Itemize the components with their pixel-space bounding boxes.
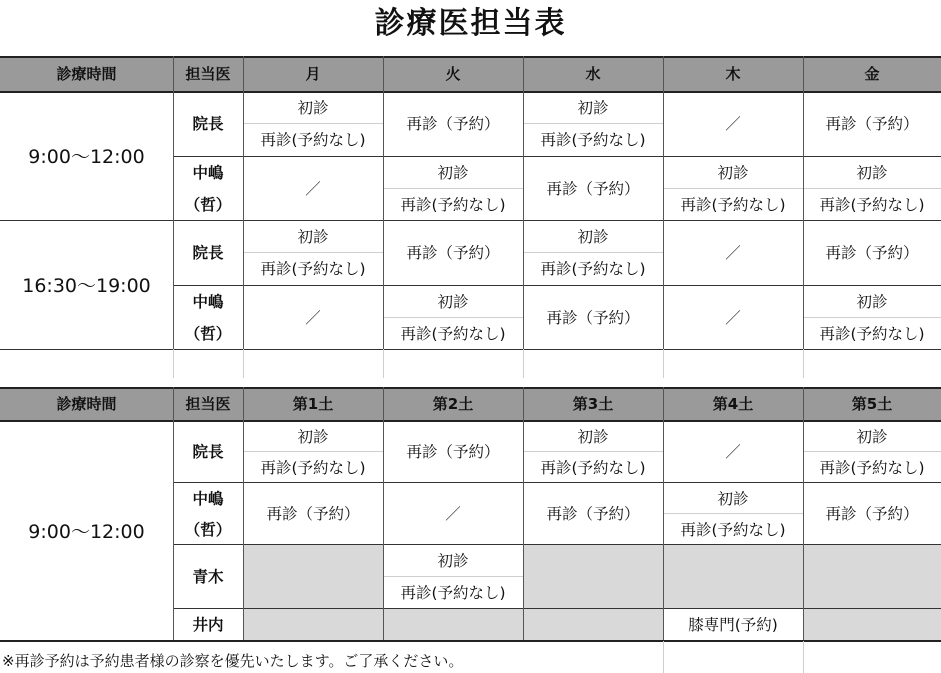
header-day-4: 木 <box>663 56 803 91</box>
slot-empty <box>243 544 383 608</box>
slot-return-visit: 再診(予約なし) <box>819 324 925 343</box>
column-divider <box>803 641 804 673</box>
slot-reservation: 再診（予約） <box>825 244 919 263</box>
slot-empty <box>803 608 941 640</box>
slot-first-visit: 初診 <box>577 228 609 247</box>
slot-return-visit: 再診(予約なし) <box>540 131 646 150</box>
slot-return-visit: 再診(予約なし) <box>260 131 366 150</box>
row-divider <box>523 252 663 253</box>
column-divider <box>243 56 244 349</box>
row-divider <box>803 188 941 189</box>
column-divider <box>383 349 384 378</box>
doctor-name: 中嶋 <box>192 489 224 508</box>
slot-reservation: 再診（予約） <box>825 115 919 134</box>
slot-reservation: 再診（予約） <box>825 505 919 523</box>
slot-reservation: 再診（予約） <box>546 308 640 327</box>
slot-return-visit: 再診(予約なし) <box>819 195 925 214</box>
column-divider <box>243 349 244 378</box>
header-day-5: 第5土 <box>803 387 941 420</box>
slot-return-visit: 再診(予約なし) <box>400 584 506 602</box>
doctor-name-sub: （哲） <box>184 324 232 343</box>
slot-first-visit: 初診 <box>297 427 329 446</box>
doctor-name-sub: （哲） <box>184 520 232 539</box>
slot-none: ／ <box>445 505 461 523</box>
header-day-1: 第1土 <box>243 387 383 420</box>
slot-return-visit: 再診(予約なし) <box>400 195 506 214</box>
column-divider <box>803 349 804 378</box>
row-divider <box>803 451 941 452</box>
row-divider <box>0 387 941 389</box>
slot-return-visit: 再診(予約なし) <box>540 260 646 279</box>
slot-first-visit: 初診 <box>856 292 888 311</box>
header-day-4: 第4土 <box>663 387 803 420</box>
slot-none: ／ <box>725 308 741 327</box>
slot-none: ／ <box>725 115 741 134</box>
header-day-2: 第2土 <box>383 387 523 420</box>
slot-reservation: 膝専門(予約) <box>688 616 778 634</box>
column-divider <box>803 56 804 349</box>
slot-first-visit: 初診 <box>437 163 469 182</box>
column-divider <box>803 387 804 640</box>
slot-return-visit: 再診(予約なし) <box>680 520 786 539</box>
row-divider <box>383 188 523 189</box>
slot-first-visit: 初診 <box>577 99 609 118</box>
slot-empty <box>523 608 663 640</box>
row-divider <box>0 349 941 350</box>
slot-first-visit: 初診 <box>437 292 469 311</box>
row-divider <box>243 451 383 452</box>
slot-none: ／ <box>725 244 741 263</box>
column-divider <box>663 349 664 378</box>
row-divider <box>523 451 663 452</box>
row-divider <box>663 513 803 514</box>
header-day-3: 水 <box>523 56 663 91</box>
slot-first-visit: 初診 <box>856 163 888 182</box>
slot-reservation: 再診（予約） <box>406 115 500 134</box>
doctor-name: 中嶋 <box>192 163 224 182</box>
footnote: ※再診予約は予約患者様の診察を優先いたします。ご了承ください。 <box>2 652 464 670</box>
column-divider <box>383 387 384 640</box>
column-divider <box>173 56 174 349</box>
row-divider <box>173 482 941 483</box>
row-divider <box>243 252 383 253</box>
column-divider <box>383 56 384 349</box>
doctor-name: 青木 <box>192 568 224 586</box>
slot-first-visit: 初診 <box>717 489 749 508</box>
column-divider <box>663 641 664 673</box>
slot-first-visit: 初診 <box>577 427 609 446</box>
time-slot: 9:00～12:00 <box>28 146 145 168</box>
doctor-name: 院長 <box>192 244 224 263</box>
slot-reservation: 再診（予約） <box>266 505 360 523</box>
header-time: 診療時間 <box>0 56 173 91</box>
slot-empty <box>803 544 941 608</box>
doctor-name: 院長 <box>192 443 224 461</box>
header-day-1: 月 <box>243 56 383 91</box>
slot-empty <box>243 608 383 640</box>
row-divider <box>173 544 941 545</box>
slot-first-visit: 初診 <box>297 99 329 118</box>
row-divider <box>383 576 523 577</box>
column-divider <box>663 387 664 640</box>
column-divider <box>523 56 524 349</box>
slot-reservation: 再診（予約） <box>406 443 500 461</box>
row-divider <box>523 123 663 124</box>
slot-first-visit: 初診 <box>437 552 469 570</box>
slot-reservation: 再診（予約） <box>546 179 640 198</box>
slot-return-visit: 再診(予約なし) <box>540 458 646 477</box>
doctor-name: 中嶋 <box>192 292 224 311</box>
slot-empty <box>523 544 663 608</box>
header-day-5: 金 <box>803 56 941 91</box>
doctor-name: 井内 <box>192 616 224 634</box>
slot-return-visit: 再診(予約なし) <box>819 458 925 477</box>
column-divider <box>523 349 524 378</box>
slot-first-visit: 初診 <box>717 163 749 182</box>
row-divider <box>663 188 803 189</box>
header-day-3: 第3土 <box>523 387 663 420</box>
column-divider <box>243 387 244 640</box>
header-doctor: 担当医 <box>173 56 243 91</box>
slot-return-visit: 再診(予約なし) <box>260 458 366 477</box>
row-divider <box>243 123 383 124</box>
slot-empty <box>663 544 803 608</box>
slot-none: ／ <box>725 443 741 461</box>
slot-return-visit: 再診(予約なし) <box>400 324 506 343</box>
slot-first-visit: 初診 <box>856 427 888 446</box>
slot-reservation: 再診（予約） <box>546 505 640 523</box>
column-divider <box>523 387 524 640</box>
row-divider <box>803 317 941 318</box>
row-divider <box>0 56 941 58</box>
slot-none: ／ <box>305 308 321 327</box>
time-slot: 16:30～19:00 <box>22 275 151 297</box>
slot-reservation: 再診（予約） <box>406 244 500 263</box>
row-divider <box>0 640 941 642</box>
slot-empty <box>383 608 523 640</box>
time-slot: 9:00～12:00 <box>28 520 145 543</box>
page-title: 診療医担当表 <box>374 6 567 41</box>
header-day-2: 火 <box>383 56 523 91</box>
doctor-name-sub: （哲） <box>184 195 232 214</box>
slot-return-visit: 再診(予約なし) <box>260 260 366 279</box>
column-divider <box>663 56 664 349</box>
doctor-name: 院長 <box>192 115 224 134</box>
slot-first-visit: 初診 <box>297 228 329 247</box>
column-divider <box>173 387 174 640</box>
column-divider <box>173 349 174 378</box>
row-divider <box>173 608 941 609</box>
header-time: 診療時間 <box>0 387 173 420</box>
slot-return-visit: 再診(予約なし) <box>680 195 786 214</box>
slot-none: ／ <box>305 179 321 198</box>
row-divider <box>383 317 523 318</box>
header-doctor: 担当医 <box>173 387 243 420</box>
